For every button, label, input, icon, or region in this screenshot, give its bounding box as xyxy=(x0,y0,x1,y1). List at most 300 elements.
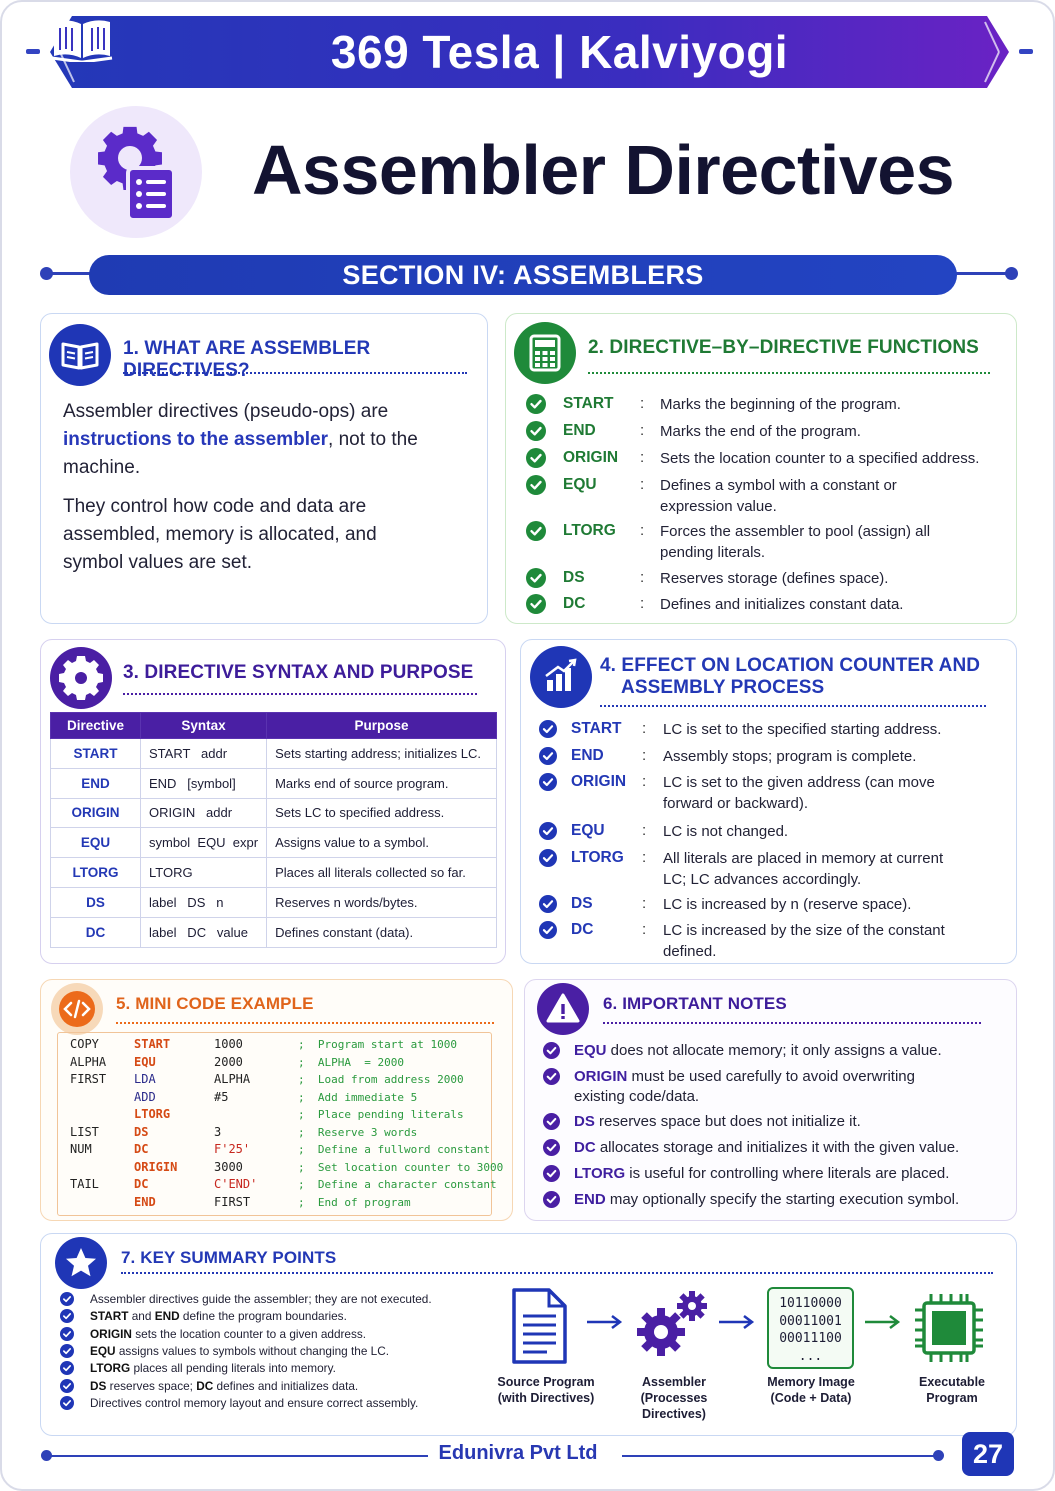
banner-right-dash xyxy=(1019,49,1033,54)
check-icon-shape xyxy=(539,921,557,939)
table-row xyxy=(51,768,497,798)
card1-heading: 1. WHAT ARE ASSEMBLER DIRECTIVES? xyxy=(123,338,371,381)
summary-point xyxy=(90,1291,490,1307)
check-icon-shape xyxy=(526,448,546,468)
description-line1: Reserves storage (defines space). xyxy=(660,570,889,587)
check-icon xyxy=(539,849,557,867)
table-row xyxy=(51,917,497,947)
cell-purpose: Sets LC to specified address. xyxy=(267,798,497,828)
code-operand: 2000 xyxy=(214,1054,243,1069)
code-opcode: LDA xyxy=(134,1072,156,1086)
card5-divider xyxy=(116,1022,494,1024)
code-opcode: END xyxy=(134,1194,156,1209)
card1-paragraph-2 xyxy=(63,493,463,577)
card5-badge xyxy=(51,983,103,1035)
note-text: reserves space but does not initialize it. xyxy=(594,1113,861,1130)
code-opcode: DC xyxy=(134,1177,149,1191)
colon-separator: : xyxy=(642,921,647,938)
card7-divider xyxy=(121,1272,993,1274)
code-operand: #5 xyxy=(214,1089,229,1104)
note-keyword: EQU xyxy=(574,1042,607,1059)
code-line xyxy=(70,1055,490,1069)
code-operand: C'END' xyxy=(214,1177,258,1191)
card-key-summary xyxy=(40,1233,1017,1436)
description-line1: All literals are placed in memory at current xyxy=(663,850,944,867)
code-comment: ; Define a fullword constant xyxy=(298,1143,491,1156)
directive-description xyxy=(660,568,1005,589)
code-operand: F'25' xyxy=(214,1142,251,1156)
note-item xyxy=(574,1190,1004,1210)
description-line1: Marks the beginning of the program. xyxy=(660,396,901,413)
code-opcode: EQU xyxy=(134,1054,156,1069)
cell-directive: LTORG xyxy=(51,858,141,888)
table-row xyxy=(51,858,497,888)
cell-directive: END xyxy=(51,768,141,798)
card1-p2-line1: They control how code and data are xyxy=(63,496,367,517)
check-icon xyxy=(60,1309,74,1323)
cell-directive: ORIGIN xyxy=(51,798,141,828)
directive-description xyxy=(660,521,1005,563)
check-icon-shape xyxy=(60,1379,74,1393)
cell-purpose: Places all literals collected so far. xyxy=(267,858,497,888)
note-keyword: DC xyxy=(574,1139,596,1156)
note-text: must be used carefully to avoid overwriting xyxy=(627,1068,915,1085)
directive-keyword: START xyxy=(563,395,614,412)
code-line xyxy=(70,1142,490,1156)
check-icon-shape xyxy=(543,1068,560,1085)
summary-point xyxy=(90,1343,490,1359)
memory-box xyxy=(767,1287,854,1369)
card6-badge xyxy=(537,983,589,1035)
table-row xyxy=(51,887,497,917)
card2-divider xyxy=(588,372,990,374)
directive-description xyxy=(660,594,1005,615)
footer-company: Edunivra Pvt Ltd xyxy=(438,1442,598,1464)
check-icon xyxy=(60,1344,74,1358)
code-comment: ; Program start at 1000 xyxy=(298,1038,457,1051)
footer-left-line xyxy=(48,1455,428,1457)
description-line1: LC is set to the given address (can move xyxy=(663,774,935,791)
calculator-icon xyxy=(514,322,576,384)
colon-separator: : xyxy=(640,476,645,493)
code-operand: 3000 xyxy=(214,1159,243,1174)
colon-separator: : xyxy=(640,522,645,539)
check-icon-shape xyxy=(543,1113,560,1130)
check-icon-shape xyxy=(526,594,546,614)
card-directive-functions xyxy=(505,313,1017,624)
cell-syntax: LTORG xyxy=(141,858,267,888)
caption-assembler xyxy=(617,1374,731,1422)
caption-source-line2: (with Directives) xyxy=(497,1391,595,1405)
colon-separator: : xyxy=(640,449,645,466)
code-line xyxy=(70,1090,490,1104)
summary-text-2: define the program boundaries. xyxy=(179,1309,347,1324)
card5-heading: 5. MINI CODE EXAMPLE xyxy=(116,994,314,1013)
directive-keyword: END xyxy=(563,422,596,439)
card3-divider xyxy=(123,693,477,695)
code-line xyxy=(70,1107,490,1121)
card-syntax-purpose xyxy=(40,639,506,964)
check-icon xyxy=(526,448,546,468)
colon-separator: : xyxy=(642,773,647,790)
check-icon-shape xyxy=(543,1042,560,1059)
page-title: Assembler Directives xyxy=(252,131,955,209)
caption-memory-line1: Memory Image xyxy=(767,1375,855,1389)
summary-text: reserves space; xyxy=(106,1378,197,1393)
note-text: is useful for controlling where literals are placed. xyxy=(625,1165,950,1182)
check-icon xyxy=(526,594,546,614)
card-what-are-directives xyxy=(40,313,488,624)
header-syntax: Syntax xyxy=(141,713,267,739)
banner-title: 369 Tesla | Kalviyogi xyxy=(330,26,789,78)
section-bar: SECTION IV: ASSEMBLERS xyxy=(89,255,957,295)
caption-assembler-line1: Assembler xyxy=(642,1375,706,1389)
description-line1: Defines a symbol with a constant or xyxy=(660,477,897,494)
table-row xyxy=(51,798,497,828)
check-icon xyxy=(526,521,546,541)
code-line xyxy=(70,1177,497,1191)
gear-icon xyxy=(50,647,112,709)
check-icon-shape xyxy=(539,747,557,765)
cell-syntax: label DS n xyxy=(141,887,267,917)
cell-purpose: Defines constant (data). xyxy=(267,917,497,947)
colon-separator: : xyxy=(642,822,647,839)
cell-directive: DS xyxy=(51,887,141,917)
summary-text: assigns values to symbols without changing the LC. xyxy=(115,1343,390,1358)
summary-text: Directives control memory layout and ensure correct assembly. xyxy=(90,1395,419,1410)
cell-syntax: label DC value xyxy=(141,917,267,947)
code-comment: ; Load from address 2000 xyxy=(298,1073,464,1086)
check-icon-shape xyxy=(60,1361,74,1375)
check-icon xyxy=(543,1139,560,1156)
description-line1: Marks the end of the program. xyxy=(660,423,861,440)
code-line xyxy=(70,1195,490,1209)
colon-separator: : xyxy=(642,849,647,866)
description-line1: LC is increased by the size of the constant xyxy=(663,922,945,939)
description-line1: Defines and initializes constant data. xyxy=(660,596,904,613)
summary-text: and xyxy=(128,1309,155,1324)
check-icon-shape xyxy=(526,421,546,441)
card4-badge xyxy=(530,646,592,708)
code-line xyxy=(70,1159,504,1174)
check-icon xyxy=(60,1292,74,1306)
lc-effect-description xyxy=(663,821,1003,842)
check-icon-shape xyxy=(539,895,557,913)
table-row xyxy=(51,739,497,769)
footer-right-dot xyxy=(933,1450,944,1461)
check-icon-shape xyxy=(60,1396,74,1410)
description-line1: Assembly stops; program is complete. xyxy=(663,748,917,765)
arrow-icon-2 xyxy=(717,1314,757,1330)
card4-heading-line1: 4. EFFECT ON LOCATION COUNTER AND xyxy=(600,655,981,676)
code-label: NUM xyxy=(70,1142,92,1156)
memory-bits-line: 00011001 xyxy=(779,1313,842,1329)
cell-directive: DC xyxy=(51,917,141,947)
note-keyword: END xyxy=(574,1191,606,1208)
summary-keyword: LTORG xyxy=(90,1361,131,1376)
colon-separator: : xyxy=(640,569,645,586)
directive-keyword: ORIGIN xyxy=(571,773,627,790)
note-item xyxy=(574,1067,1004,1107)
page-number: 27 xyxy=(962,1432,1014,1476)
caption-executable-line1: Executable xyxy=(918,1375,985,1389)
header-directive: Directive xyxy=(51,713,141,739)
colon-separator: : xyxy=(642,720,647,737)
syntax-table xyxy=(50,712,497,948)
section-right-line xyxy=(952,272,1010,275)
summary-text: Assembler directives guide the assembler; they are not executed. xyxy=(90,1292,432,1306)
check-icon xyxy=(543,1042,560,1059)
card1-p1-line3: machine. xyxy=(63,457,141,478)
code-line xyxy=(70,1072,490,1086)
summary-point xyxy=(90,1360,490,1376)
directive-keyword: DS xyxy=(563,569,585,586)
summary-point xyxy=(90,1326,490,1342)
summary-point xyxy=(90,1378,490,1394)
check-icon xyxy=(543,1113,560,1130)
summary-keyword-2: END xyxy=(154,1309,180,1324)
note-line1 xyxy=(574,1190,1004,1210)
description-line1: LC is increased by n (reserve space). xyxy=(663,896,912,913)
directive-keyword: EQU xyxy=(563,476,597,493)
check-icon xyxy=(539,720,557,738)
gear-document-icon xyxy=(70,106,202,238)
code-label: COPY xyxy=(70,1037,99,1051)
check-icon-shape xyxy=(526,521,546,541)
cell-purpose: Reserves n words/bytes. xyxy=(267,887,497,917)
summary-text: sets the location counter to a given address. xyxy=(131,1326,367,1341)
check-icon-shape xyxy=(539,849,557,867)
code-label: ALPHA xyxy=(70,1054,107,1069)
check-icon-shape xyxy=(543,1165,560,1182)
code-comment: ; Define a character constant xyxy=(298,1178,497,1191)
check-icon xyxy=(60,1396,74,1410)
directive-keyword: END xyxy=(571,747,604,764)
code-comment: ; Place pending literals xyxy=(298,1108,464,1121)
code-opcode: LTORG xyxy=(134,1107,171,1121)
bar-chart-icon xyxy=(530,646,592,708)
caption-source xyxy=(489,1374,603,1406)
check-icon-shape xyxy=(60,1309,74,1323)
card1-p2-line3: symbol values are set. xyxy=(63,552,253,573)
directive-keyword: DC xyxy=(563,595,586,612)
card4-heading-line2: ASSEMBLY PROCESS xyxy=(621,677,825,698)
code-comment: ; Reserve 3 words xyxy=(298,1125,418,1139)
caption-memory-line2: (Code + Data) xyxy=(770,1391,852,1405)
colon-separator: : xyxy=(642,895,647,912)
directive-keyword: ORIGIN xyxy=(563,449,619,466)
cell-purpose: Assigns value to a symbol. xyxy=(267,828,497,858)
card3-heading: 3. DIRECTIVE SYNTAX AND PURPOSE xyxy=(123,662,474,683)
code-comment: ; Set location counter to 3000 xyxy=(298,1160,504,1174)
top-banner xyxy=(50,16,1009,88)
check-icon xyxy=(543,1165,560,1182)
summary-point xyxy=(90,1395,490,1411)
arrow-icon-1 xyxy=(585,1314,625,1330)
arrow-icon-3 xyxy=(863,1314,903,1330)
check-icon xyxy=(539,921,557,939)
lc-effect-description xyxy=(663,719,1003,740)
note-item xyxy=(574,1041,1004,1061)
description-line2: pending literals. xyxy=(660,544,766,561)
card1-badge xyxy=(49,324,111,386)
lc-effect-description xyxy=(663,772,1003,814)
code-operand: 3 xyxy=(214,1124,222,1139)
check-icon-shape xyxy=(60,1327,74,1341)
cell-directive: EQU xyxy=(51,828,141,858)
check-icon xyxy=(543,1068,560,1085)
directive-description xyxy=(660,475,1005,517)
card4-heading xyxy=(600,655,980,699)
cell-syntax: START addr xyxy=(141,739,267,769)
description-line2: forward or backward). xyxy=(663,795,809,812)
description-line1: LC is set to the specified starting address. xyxy=(663,721,942,738)
check-icon-shape xyxy=(60,1344,74,1358)
description-line2: expression value. xyxy=(660,498,777,515)
card1-p2-line2: assembled, memory is allocated, and xyxy=(63,524,377,545)
code-label: LIST xyxy=(70,1124,99,1139)
code-comment: ; ALPHA = 2000 xyxy=(298,1055,404,1069)
note-line1 xyxy=(574,1164,1004,1184)
code-opcode: ORIGIN xyxy=(134,1159,178,1174)
check-icon-shape xyxy=(543,1191,560,1208)
syntax-table-header xyxy=(51,713,497,739)
card6-divider xyxy=(603,1022,981,1024)
check-icon xyxy=(539,822,557,840)
lc-effect-description xyxy=(663,848,1003,890)
chip-icon xyxy=(911,1290,987,1366)
card1-p1-line2 xyxy=(63,426,463,454)
check-icon-shape xyxy=(543,1139,560,1156)
colon-separator: : xyxy=(640,595,645,612)
code-line xyxy=(70,1125,490,1139)
directive-keyword: LTORG xyxy=(563,522,616,539)
note-item xyxy=(574,1112,1004,1132)
title-icon-circle xyxy=(70,106,202,238)
gears-icon xyxy=(633,1288,713,1362)
description-line1: LC is not changed. xyxy=(663,823,789,840)
note-text: allocates storage and initializes it with the given value. xyxy=(595,1139,960,1156)
card3-badge xyxy=(50,647,112,709)
check-icon xyxy=(539,895,557,913)
note-keyword: DS xyxy=(574,1113,595,1130)
cell-syntax: ORIGIN addr xyxy=(141,798,267,828)
check-icon-shape xyxy=(526,475,546,495)
check-icon xyxy=(526,475,546,495)
description-line2: defined. xyxy=(663,943,717,960)
note-keyword: ORIGIN xyxy=(574,1068,628,1085)
table-row xyxy=(51,828,497,858)
code-operand: 1000 xyxy=(214,1037,243,1051)
code-icon xyxy=(51,983,103,1035)
note-line2: existing code/data. xyxy=(574,1088,700,1105)
note-text: does not allocate memory; it only assigns a value. xyxy=(606,1042,942,1059)
card2-heading: 2. DIRECTIVE–BY–DIRECTIVE FUNCTIONS xyxy=(588,337,979,358)
check-icon-shape xyxy=(526,394,546,414)
description-line1: Sets the location counter to a specified address. xyxy=(660,450,980,467)
card-mini-code xyxy=(40,979,513,1221)
note-line1 xyxy=(574,1041,1004,1061)
cell-syntax: END [symbol] xyxy=(141,768,267,798)
section-right-dot xyxy=(1005,267,1018,280)
check-icon-shape xyxy=(526,568,546,588)
directive-keyword: START xyxy=(571,720,622,737)
note-keyword: LTORG xyxy=(574,1165,626,1182)
summary-keyword-2: DC xyxy=(196,1378,214,1393)
summary-point xyxy=(90,1308,490,1324)
star-icon xyxy=(55,1237,107,1289)
check-icon xyxy=(539,747,557,765)
lc-effect-description xyxy=(663,920,1003,962)
colon-separator: : xyxy=(642,747,647,764)
caption-executable xyxy=(897,1374,1007,1406)
check-icon xyxy=(60,1361,74,1375)
summary-text: places all pending literals into memory. xyxy=(130,1361,336,1376)
card1-divider xyxy=(123,372,467,374)
card-important-notes xyxy=(524,979,1017,1221)
card-location-counter xyxy=(520,639,1017,964)
card1-p1-line2-rest: , not to the xyxy=(328,429,418,450)
card4-divider xyxy=(600,705,986,707)
note-item xyxy=(574,1164,1004,1184)
card1-paragraph-1 xyxy=(63,398,463,482)
directive-description xyxy=(660,448,1005,469)
check-icon-shape xyxy=(539,773,557,791)
check-icon-shape xyxy=(539,822,557,840)
code-opcode: DS xyxy=(134,1124,149,1139)
banner-left-dash xyxy=(26,49,40,54)
cell-purpose: Marks end of source program. xyxy=(267,768,497,798)
note-line1 xyxy=(574,1112,1004,1132)
code-label: FIRST xyxy=(70,1072,107,1086)
note-text: may optionally specify the starting execution symbol. xyxy=(605,1191,960,1208)
code-label: TAIL xyxy=(70,1177,99,1191)
cell-syntax: symbol EQU expr xyxy=(141,828,267,858)
card6-heading: 6. IMPORTANT NOTES xyxy=(603,994,787,1013)
memory-bits-line: 10110000 xyxy=(779,1296,842,1311)
summary-keyword: DS xyxy=(90,1378,107,1393)
code-opcode: ADD xyxy=(134,1089,156,1104)
cell-directive: START xyxy=(51,739,141,769)
check-icon xyxy=(60,1327,74,1341)
directive-keyword: DS xyxy=(571,895,593,912)
memory-bits-line: 00011100 xyxy=(779,1331,842,1346)
card7-badge xyxy=(55,1237,107,1289)
summary-keyword: EQU xyxy=(90,1343,116,1358)
summary-keyword: ORIGIN xyxy=(90,1326,132,1341)
code-box xyxy=(57,1032,504,1216)
memory-bits-line: ... xyxy=(798,1348,823,1364)
summary-text-2: defines and initializes data. xyxy=(213,1378,359,1393)
note-line1 xyxy=(574,1067,1004,1087)
note-line1 xyxy=(574,1138,1004,1158)
directive-keyword: LTORG xyxy=(571,849,624,866)
directive-keyword: DC xyxy=(571,921,594,938)
header-purpose: Purpose xyxy=(267,713,497,739)
check-icon xyxy=(526,394,546,414)
code-opcode: DC xyxy=(134,1142,149,1156)
footer-right-line xyxy=(622,1455,938,1457)
caption-memory xyxy=(753,1374,869,1406)
colon-separator: : xyxy=(640,395,645,412)
card7-heading: 7. KEY SUMMARY POINTS xyxy=(121,1248,337,1267)
colon-separator: : xyxy=(640,422,645,439)
note-item xyxy=(574,1138,1004,1158)
description-line1: Forces the assembler to pool (assign) all xyxy=(660,523,931,540)
description-line2: LC; LC advances accordingly. xyxy=(663,871,862,888)
check-icon xyxy=(543,1191,560,1208)
code-line xyxy=(70,1037,490,1051)
